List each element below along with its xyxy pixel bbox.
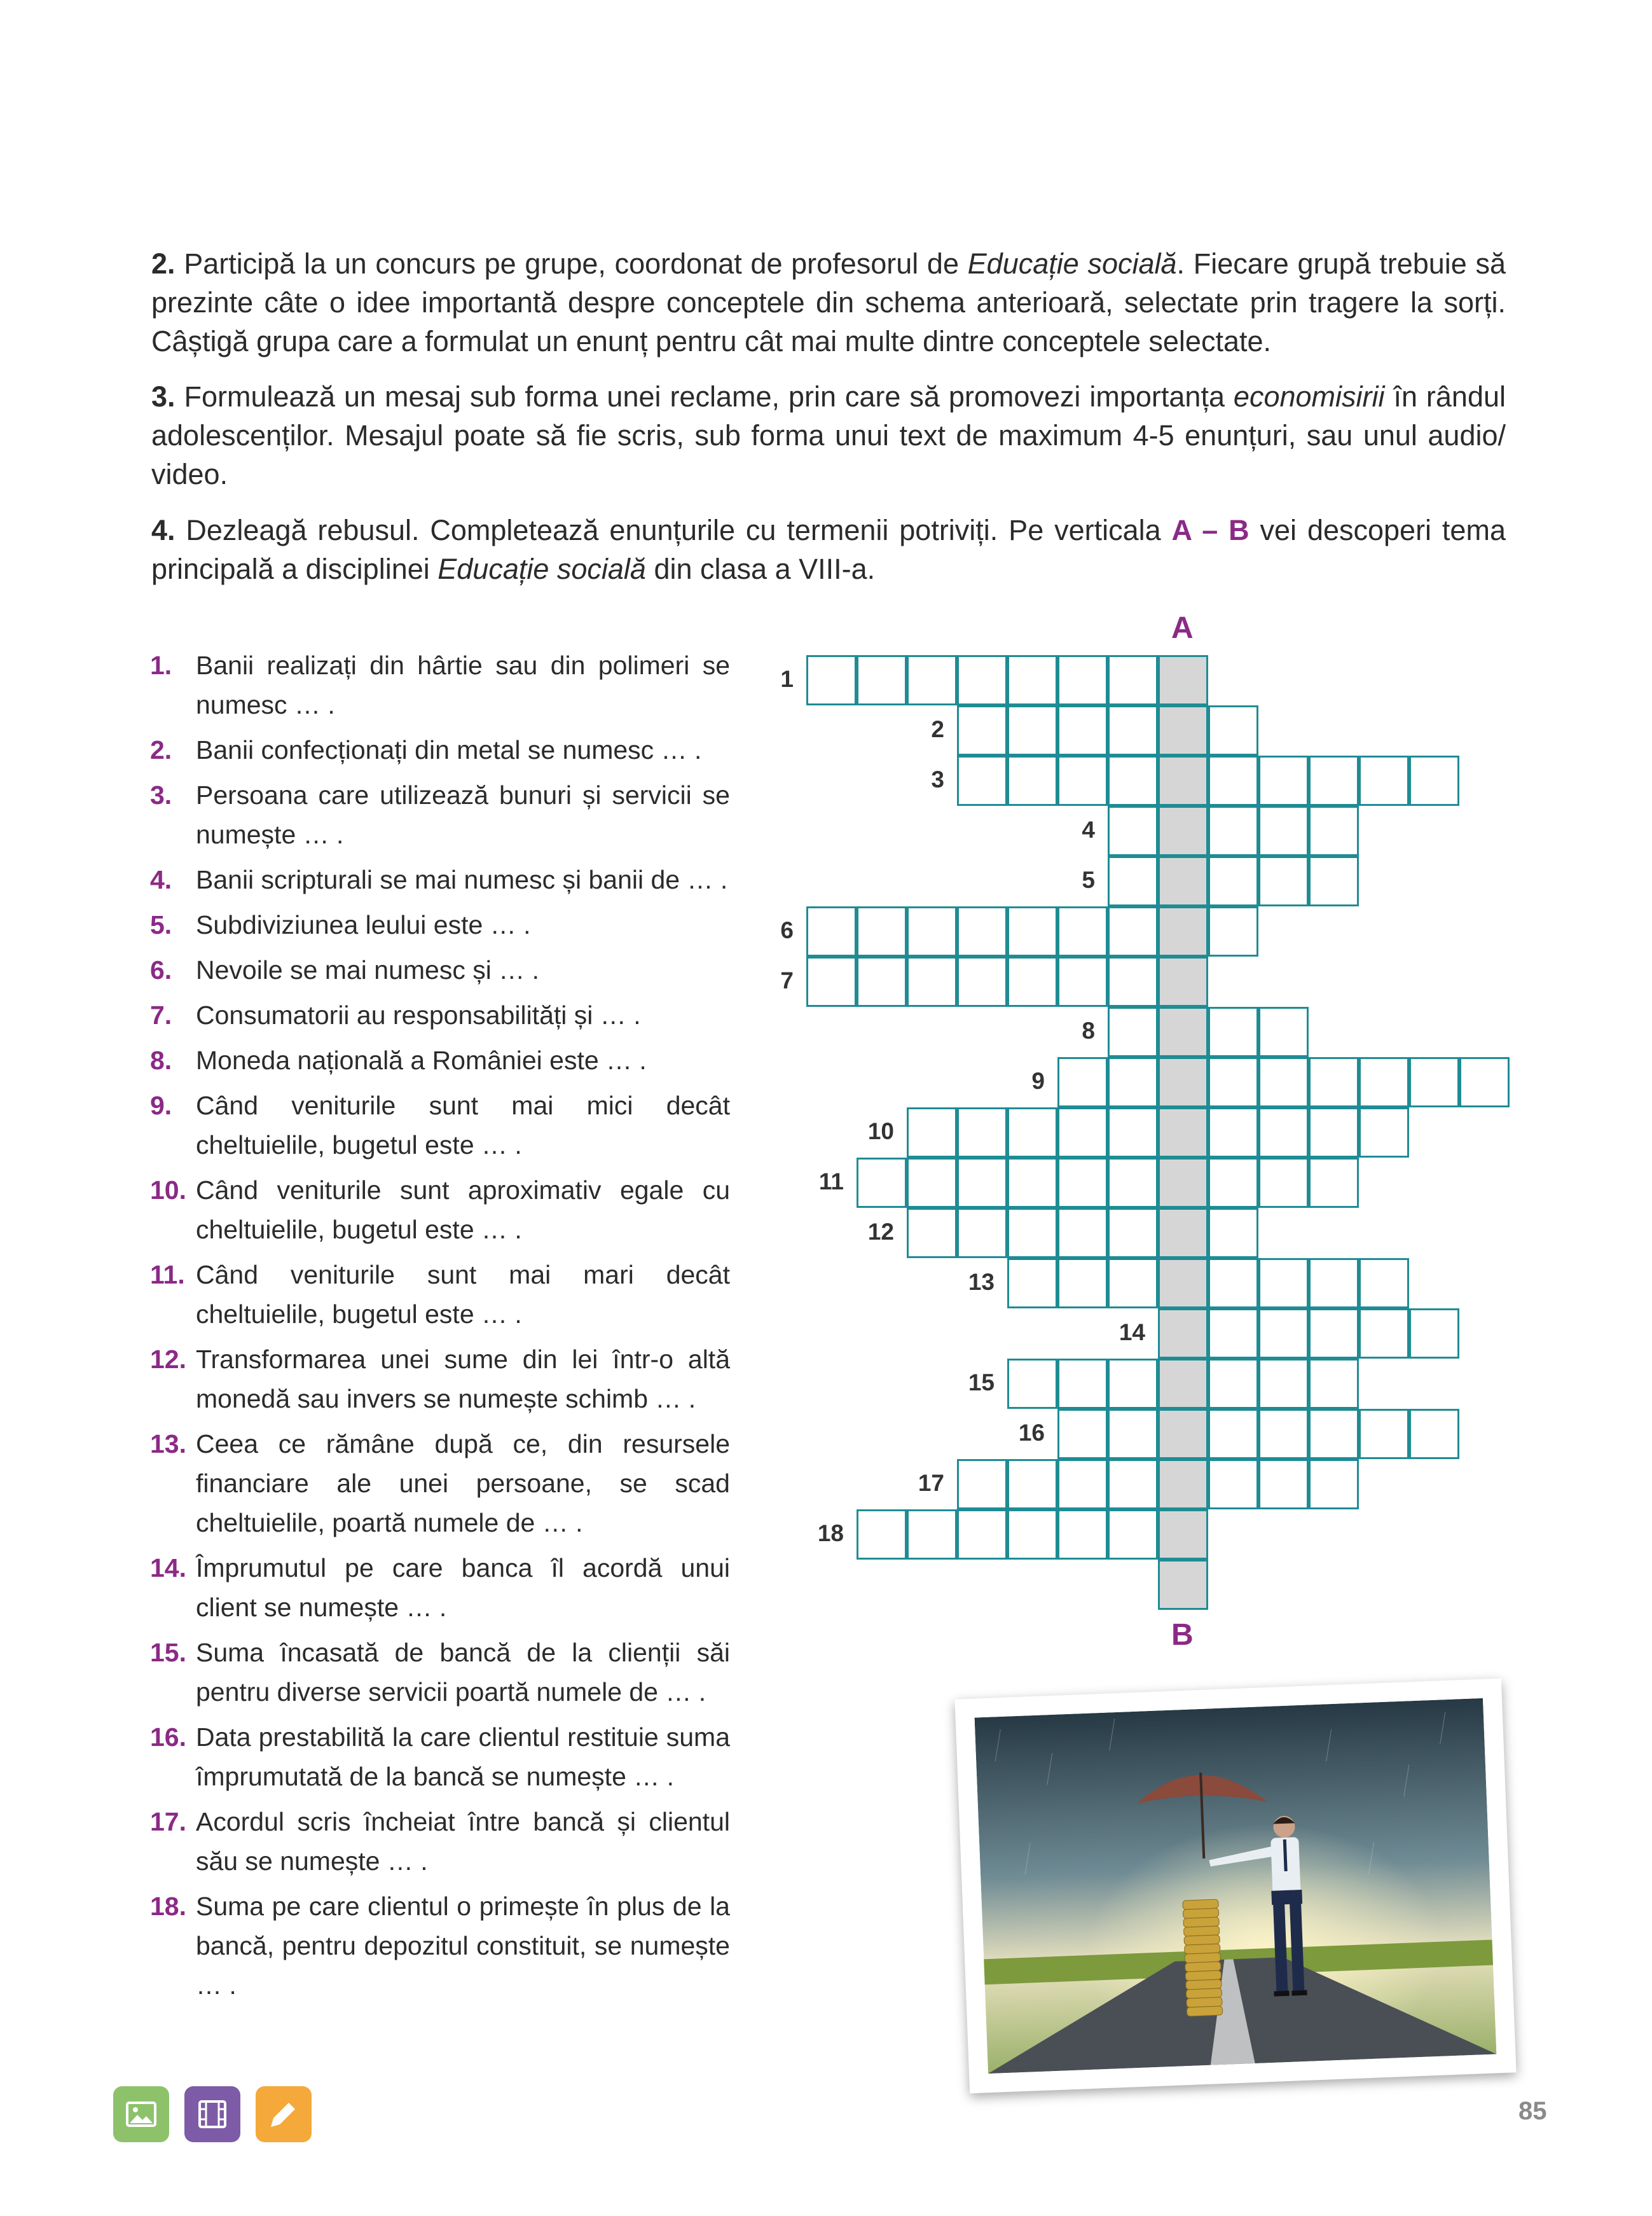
- clue-item: [150, 1170, 730, 1249]
- crossword-cell[interactable]: [957, 756, 1007, 806]
- crossword-cell[interactable]: [1108, 655, 1158, 705]
- crossword-cell[interactable]: [1208, 1158, 1258, 1208]
- umbrella-man-photo: [975, 1698, 1497, 2074]
- exercise-3-text-a: Formulează un mesaj sub forma unei reclame, prin care să promovezi importanța: [175, 380, 1234, 413]
- crossword-cell[interactable]: [1409, 756, 1459, 806]
- crossword-row-number: 16: [1018, 1420, 1045, 1446]
- crossword-cell[interactable]: [806, 957, 857, 1007]
- crossword-cell[interactable]: [1208, 1107, 1258, 1158]
- clue-item: [150, 995, 730, 1035]
- crossword-cell[interactable]: [1258, 756, 1309, 806]
- crossword-cell[interactable]: [1057, 705, 1108, 756]
- crossword-cell[interactable]: [1309, 1308, 1359, 1359]
- crossword-cell[interactable]: [806, 906, 857, 957]
- clue-text: Moneda națională a României este … .: [196, 1046, 647, 1075]
- clue-text: Când veniturile sunt aproximativ egale cu cheltuielile, bugetul este … .: [196, 1175, 730, 1244]
- crossword-cell[interactable]: [1208, 1208, 1258, 1258]
- clue-number: 18.: [150, 1892, 186, 1921]
- clue-item: [150, 1041, 730, 1080]
- crossword-row-number: 10: [867, 1118, 894, 1144]
- crossword-cell[interactable]: [1409, 1308, 1459, 1359]
- crossword-cell[interactable]: [1057, 1459, 1108, 1509]
- crossword-cell[interactable]: [1007, 1509, 1057, 1560]
- clue-number: 4.: [150, 865, 172, 894]
- clue-text: Subdiviziunea leului este … .: [196, 910, 531, 939]
- crossword-cell[interactable]: [1208, 1007, 1258, 1057]
- crossword-row-number: 6: [780, 917, 794, 943]
- clue-text: Consumatorii au responsabilități și … .: [196, 1001, 641, 1030]
- crossword-key-cell[interactable]: [1158, 1509, 1208, 1560]
- clue-item: [150, 1717, 730, 1796]
- crossword-cell[interactable]: [1108, 705, 1158, 756]
- clue-text: Banii realizați din hârtie sau din polimeri se numesc … .: [196, 651, 730, 719]
- clue-item: [150, 860, 730, 899]
- crossword-cell[interactable]: [1007, 1107, 1057, 1158]
- film-icon[interactable]: [184, 2086, 240, 2142]
- clue-text: Banii confecționați din metal se numesc … .: [196, 735, 702, 765]
- clue-text: Acordul scris încheiat între bancă și clientul său se numește … .: [196, 1807, 730, 1876]
- exercise-2-emphasis: Educație socială: [967, 247, 1177, 280]
- crossword-cell[interactable]: [1208, 1409, 1258, 1459]
- crossword-cell[interactable]: [1258, 1057, 1309, 1107]
- crossword-cell[interactable]: [907, 655, 957, 705]
- crossword-key-cell[interactable]: [1158, 1208, 1208, 1258]
- crossword-cell[interactable]: [1108, 1007, 1158, 1057]
- clue-number: 6.: [150, 955, 172, 985]
- crossword-cell[interactable]: [1057, 1208, 1108, 1258]
- crossword-cell[interactable]: [857, 957, 907, 1007]
- crossword-cell[interactable]: [1359, 1107, 1409, 1158]
- crossword-key-cell[interactable]: [1158, 906, 1208, 957]
- crossword-cell[interactable]: [957, 957, 1007, 1007]
- crossword-label-b: B: [1171, 1618, 1194, 1652]
- clue-text: Nevoile se mai numesc și … .: [196, 955, 540, 985]
- crossword-cell[interactable]: [1108, 806, 1158, 856]
- crossword-cell[interactable]: [1057, 655, 1108, 705]
- crossword-cell[interactable]: [907, 957, 957, 1007]
- crossword-label-a: A: [1171, 611, 1194, 645]
- crossword-cell[interactable]: [1108, 1509, 1158, 1560]
- crossword-cell[interactable]: [1309, 1107, 1359, 1158]
- crossword-cell[interactable]: [1309, 1057, 1359, 1107]
- crossword-cell[interactable]: [1309, 856, 1359, 906]
- crossword-cell[interactable]: [1108, 957, 1158, 1007]
- clue-text: Data prestabilită la care clientul restituie suma împrumutată de la bancă se numește … .: [196, 1722, 730, 1791]
- crossword-cell[interactable]: [1309, 756, 1359, 806]
- exercise-2-text-b: . Fiecare grupă trebuie să prezinte câte o idee importantă despre conceptele din schema anterioară, selectate prin tragere la sorți. Câștigă grupa care a formulat un enunț pentru cât mai multe dintre conceptele selectate.: [151, 247, 1506, 357]
- exercise-4-emphasis: Educație socială: [437, 553, 646, 585]
- crossword-cell[interactable]: [1108, 1158, 1158, 1208]
- crossword-cell[interactable]: [857, 655, 907, 705]
- crossword-cell[interactable]: [1208, 1308, 1258, 1359]
- crossword-key-cell[interactable]: [1158, 1107, 1208, 1158]
- clue-text: Suma pe care clientul o primește în plus de la bancă, pentru depozitul constituit, se numește … .: [196, 1892, 730, 2000]
- clue-text: Banii scripturali se mai numesc și banii de … .: [196, 865, 728, 894]
- crossword-row-number: 5: [1082, 867, 1095, 893]
- crossword-cell[interactable]: [1007, 705, 1057, 756]
- crossword-cell[interactable]: [1359, 1308, 1409, 1359]
- crossword-cell[interactable]: [1258, 806, 1309, 856]
- exercise-3-emphasis: economisirii: [1233, 380, 1385, 413]
- image-icon[interactable]: [113, 2086, 169, 2142]
- crossword-cell[interactable]: [857, 1158, 907, 1208]
- crossword-row-number: 15: [968, 1369, 995, 1395]
- crossword-cell[interactable]: [1007, 1158, 1057, 1208]
- crossword-key-cell[interactable]: [1158, 1007, 1208, 1057]
- crossword-row-number: 7: [780, 967, 794, 994]
- crossword-cell[interactable]: [1057, 1509, 1108, 1560]
- crossword-cell[interactable]: [1208, 1359, 1258, 1409]
- clue-number: 1.: [150, 651, 172, 680]
- crossword-cell[interactable]: [1208, 1057, 1258, 1107]
- clue-number: 2.: [150, 735, 172, 765]
- crossword-cell[interactable]: [1309, 1409, 1359, 1459]
- crossword-cell[interactable]: [1007, 655, 1057, 705]
- crossword-cell[interactable]: [957, 1208, 1007, 1258]
- crossword-cell[interactable]: [1108, 1107, 1158, 1158]
- crossword-cell[interactable]: [857, 906, 907, 957]
- pencil-glyph: [267, 2098, 300, 2131]
- crossword-cell[interactable]: [1409, 1409, 1459, 1459]
- crossword-cell[interactable]: [907, 1107, 957, 1158]
- crossword-cell[interactable]: [1007, 756, 1057, 806]
- crossword-cell[interactable]: [1258, 1459, 1309, 1509]
- clue-item: [150, 1255, 730, 1334]
- crossword-row-number: 2: [931, 716, 944, 742]
- crossword-cell[interactable]: [1258, 1258, 1309, 1308]
- crossword-cell[interactable]: [1309, 1258, 1359, 1308]
- film-glyph: [196, 2098, 229, 2131]
- clue-item: [150, 646, 730, 724]
- crossword-cell[interactable]: [806, 655, 857, 705]
- crossword-cell[interactable]: [1007, 1208, 1057, 1258]
- crossword-cell[interactable]: [1057, 906, 1108, 957]
- exercise-4-text-c: din clasa a VIII-a.: [645, 553, 876, 585]
- crossword-cell[interactable]: [1459, 1057, 1510, 1107]
- crossword-cell[interactable]: [1108, 756, 1158, 806]
- crossword-key-cell[interactable]: [1158, 705, 1208, 756]
- crossword-row-number: 4: [1082, 817, 1095, 843]
- crossword-cell[interactable]: [1108, 906, 1158, 957]
- clue-item: [150, 905, 730, 945]
- crossword-cell[interactable]: [1057, 1359, 1108, 1409]
- crossword-cell[interactable]: [957, 906, 1007, 957]
- clue-number: 13.: [150, 1429, 186, 1458]
- clue-number: 8.: [150, 1046, 172, 1075]
- crossword-cell[interactable]: [1359, 756, 1409, 806]
- crossword-cell[interactable]: [1007, 1359, 1057, 1409]
- exercise-4: [151, 511, 1506, 588]
- crossword-cell[interactable]: [1309, 1459, 1359, 1509]
- crossword-row-number: 11: [818, 1168, 844, 1195]
- crossword-row-number: 3: [931, 766, 944, 793]
- crossword-row-number: 8: [1082, 1018, 1095, 1044]
- crossword-cell[interactable]: [1258, 1409, 1309, 1459]
- crossword-row-number: 9: [1031, 1068, 1045, 1094]
- crossword-cell[interactable]: [907, 906, 957, 957]
- clue-text: Transformarea unei sume din lei într-o altă monedă sau invers se numește schimb … .: [196, 1345, 730, 1413]
- exercise-2: [151, 244, 1506, 361]
- crossword-cell[interactable]: [957, 655, 1007, 705]
- crossword-cell[interactable]: [1057, 1409, 1108, 1459]
- crossword-cell[interactable]: [1108, 856, 1158, 906]
- clue-text: Suma încasată de bancă de la clienții săi pentru diverse servicii poartă numele de … .: [196, 1638, 730, 1707]
- crossword-row-number: 17: [918, 1470, 944, 1496]
- clue-number: 15.: [150, 1638, 186, 1667]
- page-number: 85: [1518, 2097, 1547, 2125]
- clue-number: 7.: [150, 1001, 172, 1030]
- crossword-cell[interactable]: [1108, 1409, 1158, 1459]
- crossword-cell[interactable]: [1359, 1057, 1409, 1107]
- crossword-cell[interactable]: [1208, 856, 1258, 906]
- crossword-cell[interactable]: [1208, 906, 1258, 957]
- clue-number: 3.: [150, 780, 172, 810]
- crossword-cell[interactable]: [957, 705, 1007, 756]
- crossword-cell[interactable]: [1007, 1459, 1057, 1509]
- crossword-key-cell[interactable]: [1158, 1308, 1208, 1359]
- crossword-cell[interactable]: [1208, 756, 1258, 806]
- crossword-cell[interactable]: [1057, 1258, 1108, 1308]
- crossword-cell[interactable]: [1359, 1409, 1409, 1459]
- crossword-row-number: 14: [1119, 1319, 1145, 1345]
- crossword-key-cell[interactable]: [1158, 1459, 1208, 1509]
- crossword-key-cell[interactable]: [1158, 1359, 1208, 1409]
- crossword-cell[interactable]: [1409, 1057, 1459, 1107]
- crossword-cell[interactable]: [1309, 1359, 1359, 1409]
- exercise-4-text-a: Dezleagă rebusul. Completează enunțurile cu termenii potriviți. Pe verticala: [175, 514, 1172, 546]
- crossword-key-cell[interactable]: [1158, 1057, 1208, 1107]
- crossword-key-cell[interactable]: [1158, 756, 1208, 806]
- crossword-cell[interactable]: [957, 1107, 1007, 1158]
- clue-item: [150, 1633, 730, 1712]
- pencil-icon[interactable]: [256, 2086, 312, 2142]
- clue-item: [150, 1340, 730, 1418]
- clue-item: [150, 1887, 730, 2005]
- crossword-key-cell[interactable]: [1158, 1560, 1208, 1610]
- crossword-cell[interactable]: [1258, 856, 1309, 906]
- crossword-cell[interactable]: [1108, 1258, 1158, 1308]
- crossword-cell[interactable]: [1108, 1208, 1158, 1258]
- exercise-3-number: 3.: [151, 380, 176, 413]
- exercise-4-number: 4.: [151, 514, 176, 546]
- crossword-cell[interactable]: [1057, 756, 1108, 806]
- clue-list: [150, 646, 730, 2011]
- clue-number: 11.: [150, 1260, 185, 1289]
- crossword-row-number: 12: [867, 1219, 894, 1245]
- clue-item: [150, 1548, 730, 1627]
- crossword-cell[interactable]: [1057, 1107, 1108, 1158]
- clue-item: [150, 1802, 730, 1881]
- crossword-cell[interactable]: [1208, 806, 1258, 856]
- crossword-cell[interactable]: [1007, 957, 1057, 1007]
- clue-item: [150, 775, 730, 854]
- clue-number: 10.: [150, 1175, 186, 1205]
- clue-item: [150, 1424, 730, 1542]
- crossword-cell[interactable]: [1007, 906, 1057, 957]
- clue-number: 16.: [150, 1722, 186, 1752]
- clue-item: [150, 1086, 730, 1165]
- clue-item: [150, 950, 730, 990]
- crossword-cell[interactable]: [1108, 1359, 1158, 1409]
- clue-number: 12.: [150, 1345, 186, 1374]
- crossword-cell[interactable]: [1309, 1158, 1359, 1208]
- crossword-cell[interactable]: [1108, 1057, 1158, 1107]
- crossword-cell[interactable]: [907, 1158, 957, 1208]
- clue-text: Ceea ce rămâne după ce, din resursele financiare ale unei persoane, se scad cheltuielile, poartă numele de … .: [196, 1429, 730, 1537]
- crossword-cell[interactable]: [1057, 957, 1108, 1007]
- crossword-cell[interactable]: [957, 1509, 1007, 1560]
- crossword-cell[interactable]: [1258, 1359, 1309, 1409]
- crossword-cell[interactable]: [907, 1208, 957, 1258]
- clue-item: [150, 730, 730, 770]
- crossword-cell[interactable]: [1208, 1258, 1258, 1308]
- crossword-cell[interactable]: [1208, 1459, 1258, 1509]
- crossword-key-cell[interactable]: [1158, 1409, 1208, 1459]
- crossword-cell[interactable]: [1258, 1107, 1309, 1158]
- exercise-2-text-a: Participă la un concurs pe grupe, coordonat de profesorul de: [175, 247, 968, 280]
- crossword-cell[interactable]: [957, 1459, 1007, 1509]
- exercise-4-text-b: vei descoperi tema principală a disciplinei: [151, 514, 1506, 585]
- clue-number: 5.: [150, 910, 172, 939]
- clue-number: 9.: [150, 1091, 172, 1120]
- clue-text: Persoana care utilizează bunuri și servicii se numește … .: [196, 780, 730, 849]
- crossword-row-number: 1: [780, 666, 794, 692]
- crossword-key-cell[interactable]: [1158, 957, 1208, 1007]
- exercise-3-text-b: în rândul adolescenților. Mesajul poate să fie scris, sub forma unui text de maximum 4-5 enunțuri, sau unul audio/ video.: [151, 380, 1506, 490]
- crossword-cell[interactable]: [1057, 1057, 1108, 1107]
- crossword-cell[interactable]: [1258, 1158, 1309, 1208]
- crossword-cell[interactable]: [1258, 1308, 1309, 1359]
- clue-number: 17.: [150, 1807, 186, 1836]
- crossword-cell[interactable]: [1258, 1007, 1309, 1057]
- crossword-cell[interactable]: [1208, 705, 1258, 756]
- crossword-row-number: 13: [968, 1269, 995, 1295]
- crossword-cell[interactable]: [1359, 1258, 1409, 1308]
- clue-number: 14.: [150, 1553, 186, 1582]
- crossword-cell[interactable]: [1108, 1459, 1158, 1509]
- photo: [954, 1679, 1516, 2094]
- crossword-cell[interactable]: [1057, 1158, 1108, 1208]
- crossword-cell[interactable]: [1309, 806, 1359, 856]
- clue-text: Când veniturile sunt mai mici decât cheltuielile, bugetul este … .: [196, 1091, 730, 1160]
- exercise-3: [151, 377, 1506, 494]
- crossword-row-number: 18: [817, 1520, 844, 1546]
- exercise-2-number: 2.: [151, 247, 176, 280]
- crossword-key-cell[interactable]: [1158, 1258, 1208, 1308]
- crossword-cell[interactable]: [857, 1509, 907, 1560]
- exercise-4-highlight: A – B: [1171, 514, 1249, 546]
- crossword-cell[interactable]: [907, 1509, 957, 1560]
- crossword-key-cell[interactable]: [1158, 856, 1208, 906]
- crossword-cell[interactable]: [957, 1158, 1007, 1208]
- crossword-key-cell[interactable]: [1158, 655, 1208, 705]
- clue-text: Împrumutul pe care banca îl acordă unui client se numește … .: [196, 1553, 730, 1622]
- crossword-key-cell[interactable]: [1158, 1158, 1208, 1208]
- crossword-cell[interactable]: [1007, 1258, 1057, 1308]
- crossword-key-cell[interactable]: [1158, 806, 1208, 856]
- image-glyph: [125, 2098, 158, 2131]
- clue-text: Când veniturile sunt mai mari decât cheltuielile, bugetul este … .: [196, 1260, 730, 1329]
